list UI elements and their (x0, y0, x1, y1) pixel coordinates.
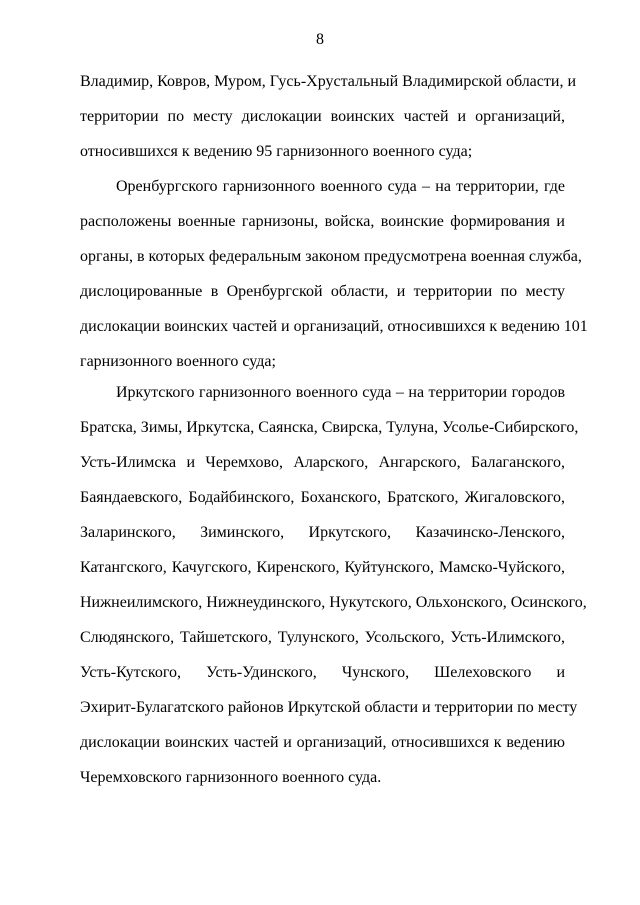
text-line: дислоцированные в Оренбургской области, и территории по месту (80, 283, 565, 300)
text-line: Катангского, Качугского, Киренского, Куйтунского, Мамско-Чуйского, (80, 559, 565, 576)
text-line: Братска, Зимы, Иркутска, Саянска, Свирска, Тулуна, Усолье-Сибирского, (80, 419, 579, 436)
text-line: Иркутского гарнизонного военного суда – на территории городов (116, 384, 565, 401)
text-line: Баяндаевского, Бодайбинского, Боханского, Братского, Жигаловского, (80, 489, 565, 506)
text-line: Заларинского, Зиминского, Иркутского, Казачинско-Ленского, (80, 524, 565, 541)
text-line: дислокации воинских частей и организаций, относившихся к ведению 101 (80, 318, 588, 335)
page-number: 8 (316, 31, 324, 48)
text-line: Оренбургского гарнизонного военного суда – на территории, где (116, 178, 565, 195)
text-line: расположены военные гарнизоны, войска, воинские формирования и (80, 213, 565, 230)
text-line: территории по месту дислокации воинских частей и организаций, (80, 108, 565, 125)
text-line: Владимир, Ковров, Муром, Гусь-Хрустальный Владимирской области, и (80, 73, 576, 90)
text-line: Черемховского гарнизонного военного суда. (80, 769, 382, 786)
text-line: Усть-Илимска и Черемхово, Аларского, Ангарского, Балаганского, (80, 454, 565, 471)
text-line: органы, в которых федеральным законом предусмотрена военная служба, (80, 248, 582, 265)
text-line: дислокации воинских частей и организаций, относившихся к ведению (80, 734, 565, 751)
text-line: Слюдянского, Тайшетского, Тулунского, Усольского, Усть-Илимского, (80, 629, 565, 646)
text-line: Эхирит-Булагатского районов Иркутской области и территории по месту (80, 699, 578, 716)
text-line: Усть-Кутского, Усть-Удинского, Чунского, Шелеховского и (80, 664, 565, 681)
text-line: относившихся к ведению 95 гарнизонного военного суда; (80, 143, 473, 160)
text-line: гарнизонного военного суда; (80, 353, 276, 370)
text-line: Нижнеилимского, Нижнеудинского, Нукутского, Ольхонского, Осинского, (80, 594, 587, 611)
